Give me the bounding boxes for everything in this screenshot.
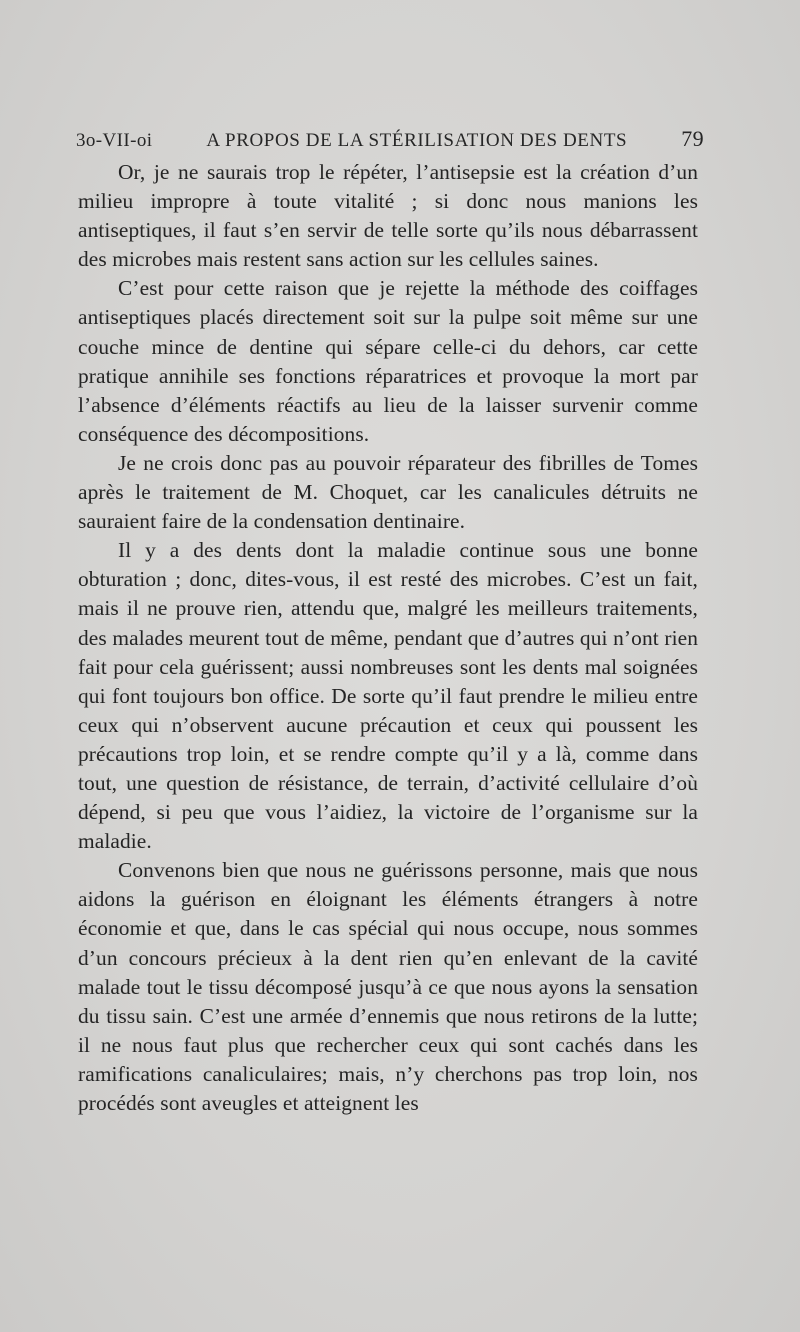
page-number: 79 [681,126,704,151]
header-title: A PROPOS DE LA STÉRILISATION DES DENTS [206,130,628,151]
paragraph: Convenons bien que nous ne guérissons personne, mais que nous aidons la guérison en éloignant les éléments étrangers à notre économie et que, dans le cas spécial qui nous occupe, nous sommes d’un concours précieux à la dent rien qu’en enlevant de la cavité malade tout le tissu décomposé jusqu’à ce que nous ayons la sensation du tissu sain. C’est une armée d’ennemis que nous retirons de la lutte; il ne nous faut plus que rechercher ceux qui sont cachés dans les ramifications canaliculaires; mais, n’y cherchons pas trop loin, nos procédés sont aveugles et atteignent les [78,858,698,1115]
paragraph: Je ne crois donc pas au pouvoir réparateur des fibrilles de Tomes après le traitement de M. Choquet, car les canalicules détruits ne sauraient faire de la condensation dentinaire. [78,450,698,534]
paragraph: C’est pour cette raison que je rejette la méthode des coiffages antiseptiques placés directement soit sur la pulpe soit même sur une couche mince de dentine qui sépare celle-ci du dehors, car cette pratique annihile ses fonctions réparatrices et provoque la mort par l’absence d’éléments réactifs au lieu de la laisser survenir comme conséquence des décompositions. [78,276,698,446]
header-date: 3o-VII-oi [76,130,153,151]
paragraph: Or, je ne saurais trop le répéter, l’antisepsie est la création d’un milieu impropre à toute vitalité ; si donc nous manions les antiseptiques, il faut s’en servir de telle sorte qu’ils nous débarrassent des microbes mais restent sans action sur les cellules saines. [78,160,698,272]
paragraph: Il y a des dents dont la maladie continue sous une bonne obturation ; donc, dites-vous, il est resté des microbes. C’est un fait, mais il ne prouve rien, attendu que, malgré les meilleurs traitements, des malades meurent tout de même, pendant que d’autres qui n’ont rien fait pour cela guérissent; aussi nombreuses sont les dents mal soignées qui font toujours bon office. De sorte qu’il faut prendre le milieu entre ceux qui n’observent aucune précaution et ceux qui poussent les précautions trop loin, et se rendre compte qu’il y a là, comme dans tout, une question de résistance, de terrain, d’activité cellulaire d’où dépend, si peu que vous l’aidiez, la victoire de l’organisme sur la maladie. [78,538,698,854]
running-head [76,126,704,152]
body-text [78,158,698,1118]
